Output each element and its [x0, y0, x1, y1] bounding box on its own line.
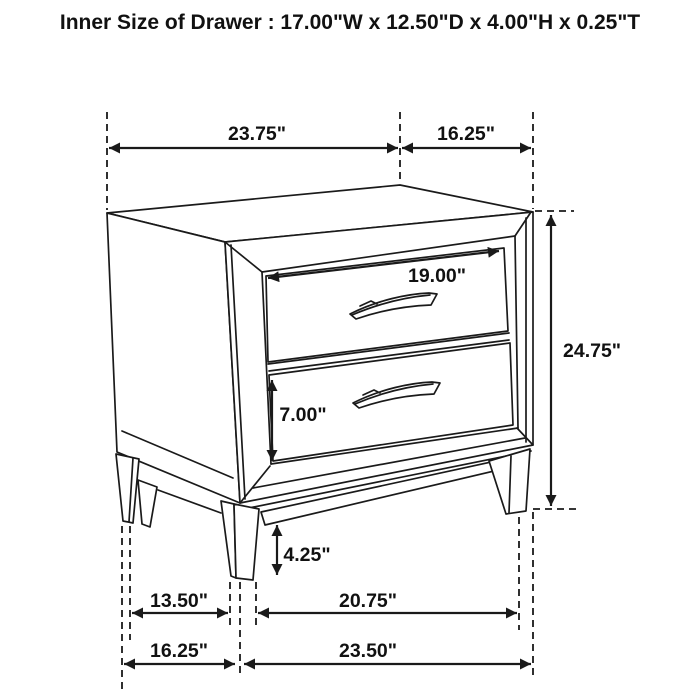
dim-label-leg-span-side: 13.50" [149, 590, 209, 612]
dim-label-leg-span-front: 20.75" [338, 590, 398, 612]
front-right-leg [489, 449, 530, 514]
dim-leg-height [277, 525, 331, 575]
page-title: Inner Size of Drawer : 17.00"W x 12.50"D x 4.00"H x 0.25"T [59, 11, 641, 34]
dim-label-overall-height: 24.75" [563, 340, 622, 362]
dim-label-drawer-opening-width: 19.00" [407, 265, 467, 287]
nightstand-drawing [107, 185, 533, 580]
dim-base-depth [124, 640, 235, 664]
dim-label-top-width: 23.75" [227, 123, 287, 145]
dim-label-bottom-drawer-height: 7.00" [279, 404, 327, 426]
dim-label-base-depth: 16.25" [149, 640, 209, 662]
dim-leg-span-front [258, 590, 517, 613]
dim-label-top-depth: 16.25" [436, 123, 496, 145]
dim-label-base-width: 23.50" [338, 640, 398, 662]
front-left-leg [221, 501, 259, 580]
dim-label-leg-height: 4.25" [283, 544, 331, 566]
dim-base-width [244, 640, 531, 664]
dim-overall-height [533, 211, 621, 509]
dim-leg-span-side [132, 590, 228, 613]
